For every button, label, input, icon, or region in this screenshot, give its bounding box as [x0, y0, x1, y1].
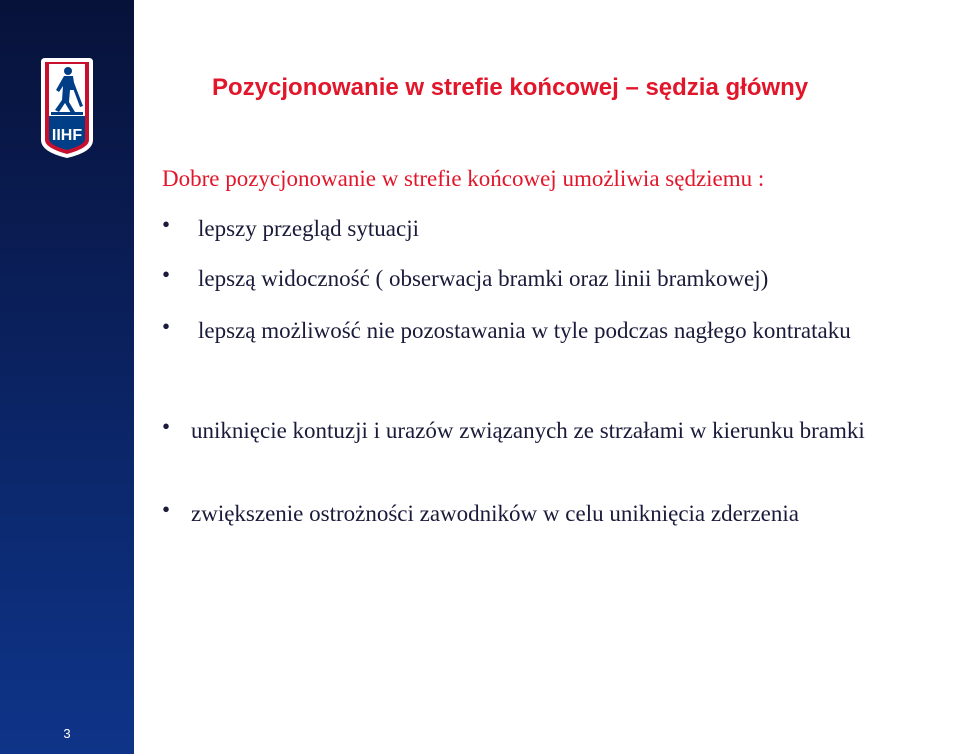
- bullet-dot: •: [162, 212, 171, 237]
- bullet-dot: •: [162, 497, 171, 522]
- bullet-text: uniknięcie kontuzji i urazów związanych ze strzałami w kierunku bramki: [191, 418, 865, 443]
- bullet-dot: •: [162, 414, 171, 439]
- bullet-text: lepszą możliwość nie pozostawania w tyle podczas nagłego kontrataku: [198, 318, 851, 343]
- page-number: 3: [63, 726, 71, 741]
- iihf-logo-icon: [37, 56, 97, 160]
- bullet-text: lepszą widoczność ( obserwacja bramki oraz linii bramkowej): [198, 266, 769, 291]
- bullet-text: lepszy przegląd sytuacji: [198, 216, 419, 241]
- page-title: Pozycjonowanie w strefie końcowej – sędzia główny: [212, 74, 809, 101]
- bullet-dot: •: [162, 262, 171, 287]
- logo-text: IIHF: [51, 127, 83, 144]
- sidebar: [0, 0, 134, 754]
- bullet-text: zwiększenie ostrożności zawodników w celu uniknięcia zderzenia: [191, 501, 799, 526]
- intro-text: Dobre pozycjonowanie w strefie końcowej umożliwia sędziemu :: [162, 166, 765, 191]
- bullet-dot: •: [162, 314, 171, 339]
